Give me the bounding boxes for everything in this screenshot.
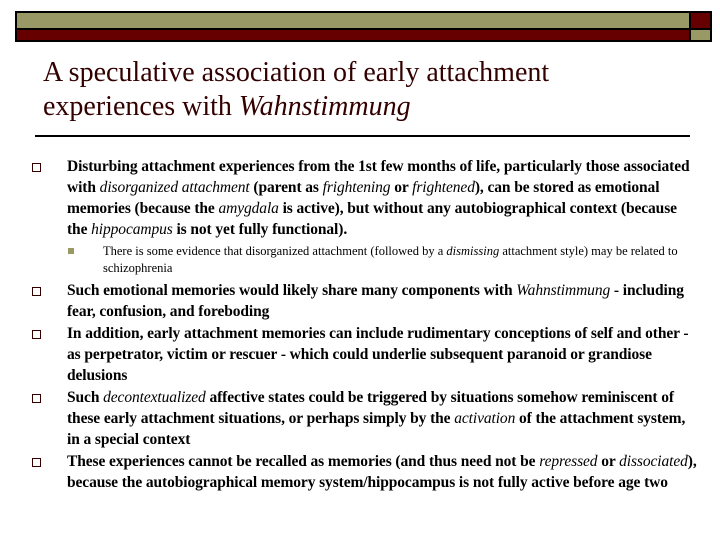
title-line-1: A speculative association of early attachment (43, 57, 550, 88)
header-bar-maroon-square (691, 13, 710, 28)
title-line-2-prefix: experiences with (43, 91, 239, 122)
bullet-text: In addition, early attachment memories can include rudimentary conceptions of self and other - as perpetrator, victim or rescuer - which could underlie subsequent paranoid or grandiose delusions (67, 325, 689, 384)
bullet-text: These experiences cannot be recalled as memories (and thus need not be repressed or dissociated), because the autobiographical memory system/hippocampus is not fully active before age two (67, 453, 697, 491)
bullet-item (0, 451, 720, 493)
hollow-square-bullet-icon (32, 394, 41, 403)
bullet-item (0, 387, 720, 450)
header-bar-maroon-block (17, 30, 689, 40)
slide-body (0, 156, 720, 493)
sub-bullet-item (0, 243, 720, 277)
hollow-square-bullet-icon (32, 330, 41, 339)
filled-square-bullet-icon (68, 248, 74, 254)
bullet-item (0, 156, 720, 240)
decorative-header-bar (15, 11, 712, 42)
bullet-item (0, 280, 720, 322)
title-line-2-italic: Wahnstimmung (238, 91, 411, 122)
header-bar-olive-square (691, 30, 710, 40)
title-divider (35, 135, 690, 137)
header-bar-olive-block (17, 13, 689, 28)
sub-bullet-text: There is some evidence that disorganized attachment (followed by a dismissing attachment style) may be related to schizophrenia (103, 244, 678, 275)
hollow-square-bullet-icon (32, 458, 41, 467)
hollow-square-bullet-icon (32, 287, 41, 296)
bullet-text: Such decontextualized affective states could be triggered by situations somehow reminiscent of these early attachment situations, or perhaps simply by the activation of the attachment system, in a special context (67, 389, 686, 448)
slide-title (43, 56, 703, 124)
bullet-text: Such emotional memories would likely share many components with Wahnstimmung - including fear, confusion, and foreboding (67, 282, 684, 320)
hollow-square-bullet-icon (32, 163, 41, 172)
bullet-text: Disturbing attachment experiences from the 1st few months of life, particularly those associated with disorganized attachment (parent as frightening or frightened), can be stored as emotional memories (because the amygdala is active), but without any autobiographical context (because the hippocampus is not yet fully functional). (67, 158, 690, 238)
bullet-item (0, 323, 720, 386)
